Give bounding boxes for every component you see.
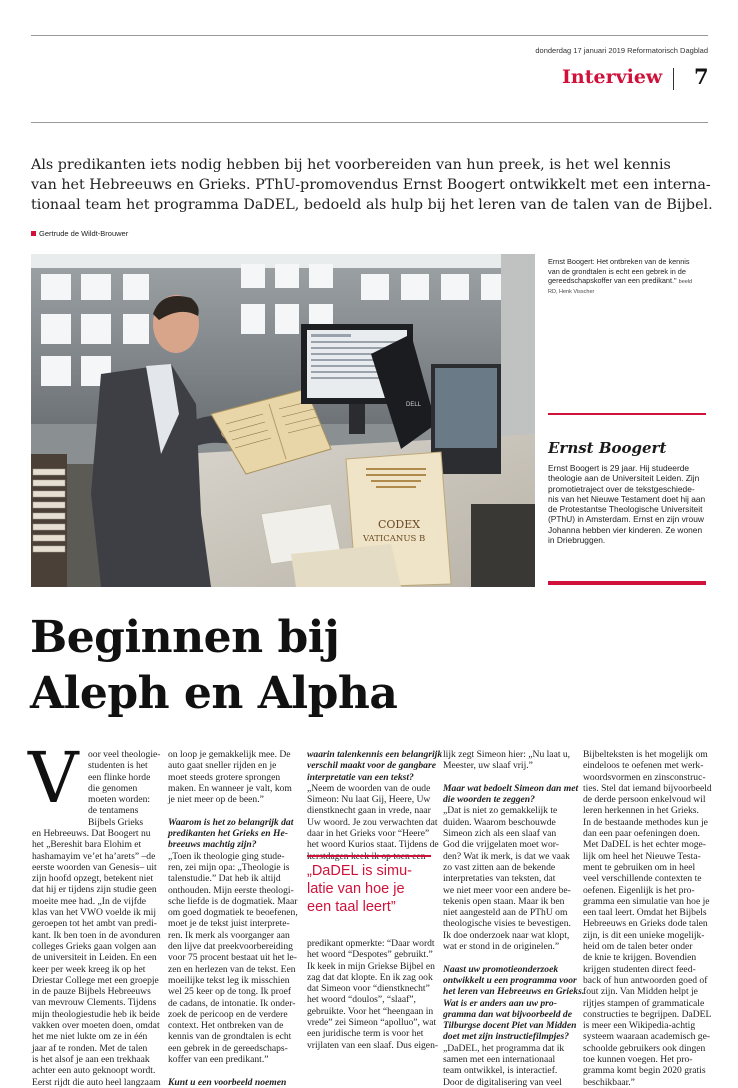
- article-line: „Toen ik theologie ging stude-: [168, 850, 285, 862]
- article-line: God die vrijgelaten moet wor-: [443, 839, 559, 851]
- header-bottom-rule: [31, 122, 708, 123]
- article-line: vrijlaten van een slaaf. Dus eigen-: [307, 1039, 439, 1051]
- article-line: de cadans, de intonatie. Ik onder-: [168, 997, 296, 1009]
- article-line: ren. Ik merk als voorganger aan: [168, 929, 290, 941]
- bio-line: de Protestantse Theologische Universiteit: [548, 504, 703, 515]
- article-line: constructies te begrijpen. DaDEL: [583, 1008, 712, 1020]
- article-line: gramma dan wat bijvoorbeeld de: [443, 1008, 572, 1020]
- article-line: back of hun antwoorden goed of: [583, 974, 708, 986]
- article-line: hashamayim ve’et ha’arets” –de: [32, 850, 156, 862]
- article-line: gramma een simulatie van hoe je: [583, 895, 710, 907]
- article-line: mijn theologiestudie heb ik beide: [32, 1008, 160, 1020]
- photo-illustration: [31, 254, 535, 587]
- article-line: den? Wat ik merk, is dat we vaak: [443, 850, 570, 862]
- article-line: wat er stond in de originelen.”: [443, 941, 560, 953]
- article-line: krijgen studenten direct feed-: [583, 963, 696, 975]
- article-line: zoek de pericoop en de verdere: [168, 1008, 288, 1020]
- article-line: het „Bereshit bara Elohim et: [32, 839, 142, 851]
- article-line: waarin talenkennis een belangrijk: [307, 749, 443, 760]
- article-line: zo vast zitten aan de bekende: [443, 861, 556, 873]
- article-line: beschikbaar.”: [583, 1076, 635, 1088]
- article-line: een flinke horde: [88, 771, 151, 783]
- article-line: het leren van Hebreeuws en Grieks.: [443, 986, 585, 998]
- article-line: zag dat dat klopte. En ik zag ook: [307, 971, 433, 983]
- article-line: lijk zegt Simeon hier: „Nu laat u,: [443, 749, 571, 760]
- bio-box-title: Ernst Boogert: [548, 439, 667, 457]
- article-column-3-bottom: [307, 938, 438, 1051]
- article-line: Wat is er anders aan uw pro-: [443, 997, 557, 1009]
- pull-quote: [307, 862, 412, 916]
- article-line: Simeon zich als een slaaf van: [443, 828, 557, 840]
- caption-line: [548, 276, 692, 288]
- article-line: in de pauze Bijbels Hebreeuws: [32, 986, 151, 998]
- article-line: talenstudie.” Dat heb ik altijd: [168, 873, 281, 885]
- article-column-1: [32, 828, 161, 1088]
- bio-box-top-bar: [548, 413, 706, 415]
- article-line: je niet meer op de been.”: [168, 794, 264, 806]
- article-line: ment te gebruiken om in heel: [583, 861, 696, 873]
- article-line: Waarom is het zo belangrijk dat: [168, 816, 294, 828]
- photo-credit: RD, Henk Visscher: [548, 288, 595, 295]
- article-line: van mevrouw Clements. Tijdens: [32, 997, 157, 1009]
- article-line: fout zijn. Van Midden helpt je: [583, 986, 698, 998]
- article-line: rijtjes stampen of grammaticale: [583, 997, 705, 1009]
- article-line: het me niet lukte om ze in één: [32, 1031, 148, 1043]
- article-line: „Dat is niet zo gemakkelijk te: [443, 805, 558, 817]
- article-line: woordsvormen en zinsconstruc-: [583, 771, 706, 783]
- article-line: zen en herlezen van de tekst. Een: [168, 963, 296, 975]
- article-line: Driestar College met een groepje: [32, 974, 159, 986]
- article-photo: [31, 254, 535, 587]
- codex-title: CODEX: [378, 518, 421, 531]
- article-column-4: [443, 749, 584, 1088]
- article-line: sche liefde is de dogmatiek. Maar: [168, 895, 298, 907]
- article-line: is het alsof je aan een trekhaak: [32, 1053, 150, 1065]
- article-line: Tilburgse docent Piet van Midden: [443, 1020, 577, 1032]
- article-line: dat Simeon voor “dienstknecht”: [307, 983, 430, 995]
- pull-quote-line: „DaDEL is simu-: [307, 863, 413, 879]
- bio-line: Johanna hebben vier kinderen. Ze wonen: [548, 524, 703, 535]
- article-line: duiden. Waarom beschouwde: [443, 816, 556, 828]
- article-line: om goed dogmatiek te beoefenen,: [168, 907, 298, 919]
- article-line: predikant opmerkte: “Daar wordt: [307, 938, 435, 949]
- article-line: Ik keek in mijn Griekse Bijbel en: [307, 960, 435, 972]
- article-line: Uw woord. Je zou verwachten dat: [307, 816, 438, 828]
- article-line: gramma komt begin 2020 gratis: [583, 1065, 706, 1077]
- section-title: Interview: [562, 66, 663, 88]
- article-column-3-top: [307, 749, 442, 862]
- article-line: klas van het VWO voelde ik mij: [32, 907, 156, 919]
- article-line: moet steeds grotere sprongen: [168, 771, 281, 783]
- article-line: het woord “doulos”, “slaaf”,: [307, 994, 416, 1006]
- article-line: [168, 805, 298, 816]
- article-line: veel verschillende contexten te: [583, 873, 702, 885]
- article-line: dat hij er tijdens zijn studie geen: [32, 884, 157, 896]
- headline-line-1: Beginnen bij: [30, 612, 340, 663]
- article-line: de universiteit in Leiden. En een: [32, 952, 157, 964]
- caption-line: Ernst Boogert: Het ontbreken van de kennis: [548, 257, 690, 266]
- article-line: moet je de tekst juist interprete-: [168, 918, 290, 930]
- article-line: wel 25 keer op de tong. Ik proef: [168, 986, 292, 998]
- article-line: breeuws machtig zijn?: [168, 839, 257, 851]
- photo-caption: [548, 257, 692, 297]
- article-line: Naast uw promotieonderzoek: [443, 963, 559, 975]
- dateline-date: donderdag 17 januari 2019: [535, 46, 626, 55]
- article-line: predikanten het Grieks en He-: [168, 828, 288, 840]
- bio-line: nis van het Nieuwe Testament doet hij aan: [548, 493, 706, 504]
- article-line: toe kunnen voegen. Het pro-: [583, 1054, 693, 1066]
- bio-line: in Driebruggen.: [548, 535, 606, 546]
- bio-line: (PThU) in Amsterdam. Ernst en zijn vrouw: [548, 514, 704, 525]
- article-line: achter een auto geknoopt wordt.: [32, 1065, 156, 1077]
- article-line: een juridische term is voor het: [307, 1028, 424, 1040]
- byline-author: Gertrude de Wildt-Brouwer: [39, 229, 129, 238]
- article-line: die woorden te zeggen?: [443, 794, 535, 806]
- article-line: systeem waaraan academisch ge-: [583, 1031, 711, 1043]
- article-line: en Hebreeuws. Dat Boogert nu: [32, 828, 151, 839]
- bio-line: promotietraject over de tekstgeschiede-: [548, 483, 695, 494]
- article-line: niet aangesteld aan de PThU om: [443, 907, 568, 919]
- monitor-brand: DELL: [406, 402, 422, 408]
- article-line: lijk om heel het Nieuwe Testa-: [583, 850, 701, 862]
- article-line: ren, zei mijn opa: „Theologie is: [168, 861, 290, 873]
- article-column-1-beside: [88, 749, 160, 828]
- article-line: Kunt u een voorbeeld noemen: [168, 1076, 287, 1088]
- article-line: on loop je gemakkelijk mee. De: [168, 749, 291, 760]
- article-line: zijn, is dit een unieke mogelijk-: [583, 929, 705, 941]
- article-line: den lijve dat preekvoorbereiding: [168, 941, 293, 953]
- section-divider: [673, 68, 674, 90]
- article-line: [168, 1065, 298, 1076]
- article-line: tekenis open staan. Maar ik ben: [443, 895, 565, 907]
- article-line: oor veel theologie-: [88, 749, 161, 760]
- article-line: maken. En wanneer je valt, kom: [168, 782, 292, 794]
- codex-subtitle: VATICANUS B: [363, 534, 426, 544]
- article-line: zijn hoofd opzegt, betekent niet: [32, 873, 154, 885]
- intro-line: tionaal team het programma DaDEL, bedoeld als hulp bij het leren van de talen van de Bijbel.: [31, 197, 713, 213]
- headline: [30, 610, 397, 722]
- article-line: Met DaDEL is het echter moge-: [583, 839, 706, 851]
- headline-line-2: Aleph en Alpha: [30, 668, 398, 719]
- article-line: Eerst rijdt die auto heel langzaam: [32, 1076, 161, 1088]
- article-line: context. Het ontbreken van de: [168, 1020, 284, 1032]
- article-line: verschil maakt voor de gangbare: [307, 760, 436, 772]
- bio-box-text: [548, 463, 705, 545]
- article-line: daar in het Grieks voor “Heere”: [307, 828, 430, 840]
- article-line: voor 75 procent bestaat uit het le-: [168, 952, 297, 964]
- article-line: Door de digitalisering van veel: [443, 1076, 562, 1088]
- article-line: kennis van de grondtalen is echt: [168, 1031, 292, 1043]
- article-line: geroepen tot het ambt van predi-: [32, 918, 157, 930]
- article-line: Hebreeuws en Grieks dode talen: [583, 918, 708, 930]
- article-line: dienstknecht gaan in vrede, naar: [307, 805, 431, 817]
- article-line: vakken over moeten doen, omdat: [32, 1020, 160, 1032]
- caption-line: van de grondtalen is echt een gebrek in de: [548, 266, 686, 276]
- article-line: jaar af te ronden. Met de talen: [32, 1042, 148, 1054]
- article-line: ontwikkelt u een programma voor: [443, 974, 577, 986]
- article-line: gebruikte. Voor het “heengaan in: [307, 1005, 434, 1017]
- article-line: leren herkennen in het Grieks.: [583, 805, 699, 817]
- article-line: een gebrek in de gereedschaps-: [168, 1042, 288, 1054]
- caption-credit-tail: beeld: [678, 279, 693, 286]
- article-line: theologische visies te bevestigen.: [443, 918, 571, 930]
- article-line: ties. Stel dat iemand bijvoorbeeld: [583, 782, 712, 794]
- article-line: doet met zijn instructiefilmpjes?: [443, 1031, 570, 1043]
- article-line: de knie te krijgen. Bovendien: [583, 952, 697, 964]
- page-number: 7: [694, 64, 709, 89]
- article-line: die genomen: [88, 782, 138, 794]
- intro-line: van het Hebreeuws en Grieks. PThU-promovendus Ernst Boogert ontwikkelt met een interna-: [31, 177, 711, 193]
- article-line: moeilijke tekst leg ik misschien: [168, 974, 290, 986]
- intro-text: [31, 155, 713, 215]
- article-line: is meer een Wikipedia-achtig: [583, 1020, 696, 1032]
- article-line: eindeloos te oefenen met werk-: [583, 760, 704, 772]
- pull-quote-line: latie van hoe je: [307, 881, 405, 897]
- article-line: Ik doe onderzoek naar wat klopt,: [443, 929, 570, 941]
- article-line: de tentamens: [88, 805, 139, 817]
- article-line: Bijbelteksten is het mogelijk om: [583, 749, 708, 760]
- caption-line-text: gereedschapskoffer van een predikant.": [548, 276, 677, 286]
- article-column-5: [583, 749, 712, 1088]
- article-line: kant. Ik ben toen in de avonduren: [32, 929, 161, 941]
- article-line: Meester, uw slaaf vrij.”: [443, 760, 533, 772]
- article-line: [443, 952, 584, 963]
- bio-box-bottom-bar: [548, 581, 706, 585]
- byline-square-icon: [31, 231, 36, 236]
- article-line: auto gaat sneller rijden en je: [168, 760, 277, 772]
- article-line: oefenen. Eigenlijk is het pro-: [583, 884, 695, 896]
- drop-cap: V: [28, 737, 79, 819]
- pull-quote-top-bar: [307, 855, 431, 857]
- publication-name: Reformatorisch Dagblad: [627, 46, 708, 55]
- article-line: het woord “Despotes” gebruikt.”: [307, 949, 433, 961]
- article-line: [443, 772, 584, 783]
- article-line: we niet meer voor een andere be-: [443, 884, 571, 896]
- article-line: Bijbels Grieks: [88, 816, 144, 828]
- byline: [31, 229, 128, 238]
- article-line: samen met een internationaal: [443, 1054, 556, 1066]
- article-column-2: [168, 749, 298, 1088]
- article-line: heid om de talen beter onder: [583, 941, 693, 953]
- article-line: schoolde gebruikers ook dingen: [583, 1042, 706, 1054]
- article-line: studenten is het: [88, 760, 148, 772]
- article-line: team ontwikkel, is interactief.: [443, 1065, 558, 1077]
- article-line: interpretaties van teksten, dat: [443, 873, 556, 885]
- article-line: koffer van een predikant.”: [168, 1054, 269, 1066]
- article-line: de derde persoon enkelvoud wil: [583, 794, 706, 806]
- bio-line: Ernst Boogert is 29 jaar. Hij studeerde: [548, 463, 690, 473]
- article-line: interpretatie van een tekst?: [307, 771, 414, 783]
- article-line: keer per week kreeg ik op het: [32, 963, 146, 975]
- article-line: een taal leert. Omdat het Bijbels: [583, 907, 707, 919]
- article-line: Maar wat bedoelt Simeon dan met: [443, 782, 579, 794]
- top-rule: [31, 35, 708, 36]
- article-line: dan een paar oefeningen doen.: [583, 828, 700, 840]
- article-line: vrede” zei Simeon “apolluo”, wat: [307, 1017, 437, 1029]
- article-line: het woord Kurios staat. Tijdens de: [307, 839, 439, 851]
- article-line: In de bestaande methodes kun je: [583, 816, 708, 828]
- article-line: colleges Grieks gaan volgen aan: [32, 940, 157, 952]
- article-line: eerste woorden van Genesis– uit: [32, 861, 157, 873]
- article-line: „DaDEL, het programma dat ik: [443, 1042, 565, 1054]
- intro-line: Als predikanten iets nodig hebben bij het voorbereiden van hun preek, is het wel kennis: [31, 157, 671, 173]
- article-line: moeten worden:: [88, 794, 151, 806]
- dateline: [535, 46, 708, 55]
- pull-quote-line: een taal leert”: [307, 899, 396, 915]
- article-line: Simeon: Nu laat Gij, Heere, Uw: [307, 794, 431, 806]
- article-line: onthouden. Mijn eerste theologi-: [168, 884, 294, 896]
- article-line: moeite mee had. „In de vijfde: [32, 895, 147, 907]
- bio-line: theologie aan de Universiteit Leiden. Zijn: [548, 473, 700, 484]
- article-line: „Neem de woorden van de oude: [307, 782, 431, 794]
